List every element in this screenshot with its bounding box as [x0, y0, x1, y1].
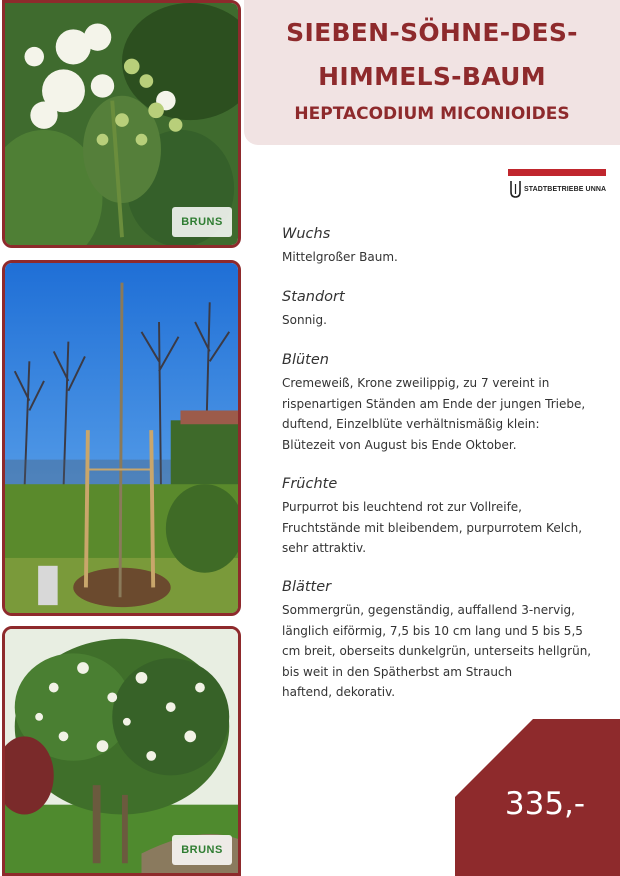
- page-title-line-1: SIEBEN-SÖHNE-DES-: [286, 18, 578, 47]
- section-body: [282, 600, 602, 703]
- section-blueten: [282, 350, 602, 455]
- section-body: [282, 247, 602, 268]
- section-body: [282, 373, 602, 455]
- stadtbetriebe-emblem-icon: [510, 180, 521, 198]
- section-line: länglich eiförmig, 7,5 bis 10 cm lang und 5 bis 5,5: [282, 623, 583, 638]
- section-line: Blütezeit von August bis Ende Oktober.: [282, 437, 517, 452]
- bruns-logo: BRUNS: [172, 207, 232, 237]
- section-line: rispenartigen Ständen am Ende der jungen Triebe,: [282, 396, 586, 411]
- section-line: Cremeweiß, Krone zweilippig, zu 7 vereint in: [282, 376, 550, 390]
- section-line: haftend, dekorativ.: [282, 685, 396, 699]
- section-line: Sonnig.: [282, 313, 327, 327]
- flower-closeup-photo: [2, 0, 241, 248]
- section-body: [282, 310, 602, 331]
- section-line: Fruchtstände mit bleibendem, purpurrotem Kelch,: [282, 520, 583, 535]
- page-title-line-2: HIMMELS-BAUM: [318, 62, 546, 91]
- young-tree-photo: [2, 260, 241, 616]
- section-line: cm breit, oberseits dunkelgrün, unterseits hellgrün,: [282, 644, 592, 658]
- section-line: duftend, Einzelblüte verhältnismäßig klein:: [282, 417, 540, 431]
- blooming-tree-photo: [2, 626, 241, 876]
- section-body: [282, 497, 602, 559]
- section-fruechte: [282, 474, 602, 559]
- section-heading: Blüten: [282, 352, 329, 368]
- section-heading: Früchte: [282, 476, 338, 492]
- section-wuchs: [282, 224, 602, 268]
- section-line: Sommergrün, gegenständig, auffallend 3-nervig,: [282, 603, 575, 617]
- section-blaetter: [282, 577, 602, 703]
- title-box: [244, 0, 620, 145]
- stadtbetriebe-logo: [510, 180, 606, 198]
- bruns-logo: BRUNS: [172, 835, 232, 865]
- section-line: Purpurrot bis leuchtend rot zur Vollreife,: [282, 500, 522, 514]
- stadtbetriebe-accent-bar: [508, 169, 606, 176]
- section-heading: Wuchs: [282, 226, 331, 242]
- section-line: Mittelgroßer Baum.: [282, 250, 398, 264]
- price-label: 335,-: [504, 786, 586, 822]
- section-line: sehr attraktiv.: [282, 541, 367, 555]
- stadtbetriebe-name: STADTBETRIEBE UNNA: [524, 185, 607, 193]
- section-heading: Standort: [282, 289, 345, 305]
- section-line: bis weit in den Spätherbst am Strauch: [282, 664, 513, 679]
- botanical-name: HEPTACODIUM MICONIOIDES: [294, 104, 570, 124]
- section-standort: [282, 287, 602, 331]
- section-heading: Blätter: [282, 579, 332, 595]
